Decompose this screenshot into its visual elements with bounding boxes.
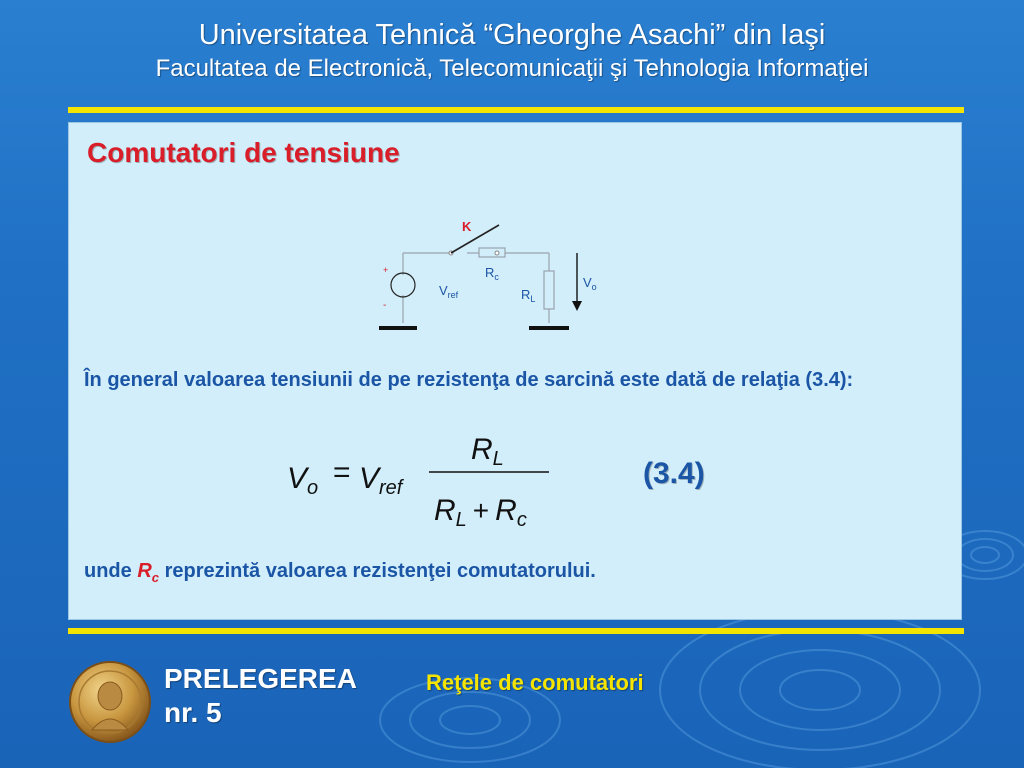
slide-title: Comutatori de tensiune <box>87 137 400 168</box>
explanation-paragraph: În general valoarea tensiunii de pe rezistenţa de sarcină este dată de relaţia (3.4): <box>84 369 854 391</box>
rl-resistor <box>544 271 554 309</box>
formula-vref: $V_{ref}$ <box>359 462 403 499</box>
bottom-divider <box>68 628 964 634</box>
note-suffix: reprezintă valoarea rezistenţei comutatorului. <box>159 560 596 582</box>
note-prefix: unde <box>84 560 138 582</box>
rl-label: $R_L$ <box>521 287 536 304</box>
top-divider <box>68 107 964 113</box>
switch-label: K <box>462 219 472 234</box>
lecture-label: PRELEGEREA <box>164 663 357 694</box>
vo-label: $V_o$ <box>583 275 597 292</box>
voltage-source <box>391 273 415 297</box>
formula-lhs: $V_o$ <box>287 462 319 499</box>
equation-number: (3.4) <box>643 457 705 490</box>
switch-contact-right <box>495 251 499 255</box>
formula-numerator: $R_L$ <box>471 433 504 470</box>
formula-equals: = <box>333 456 351 489</box>
switch-blade <box>451 225 499 253</box>
university-medal-logo <box>68 660 152 744</box>
lecture-index: nr. 5 <box>164 697 222 728</box>
slide-header <box>0 18 1024 83</box>
faculty-name: Facultatea de Electronică, Telecomunicaţii şi Tehnologia Informaţiei <box>155 55 869 82</box>
circuit-diagram <box>383 215 609 335</box>
note-rc-symbol: $R_c$ <box>137 560 160 585</box>
plus-sign: + <box>383 265 389 275</box>
rc-note <box>84 560 596 585</box>
vref-label: $V_{ref}$ <box>439 283 459 300</box>
formula-denominator: $R_L + R_c$ <box>434 494 527 531</box>
rc-resistor <box>479 248 505 257</box>
content-panel <box>68 122 962 620</box>
minus-sign: - <box>383 300 387 311</box>
lecture-subject: Reţele de comutatori <box>426 670 644 695</box>
lecture-number <box>164 662 357 730</box>
rc-label: $R_c$ <box>485 265 499 282</box>
university-name: Universitatea Tehnică “Gheorghe Asachi” din Iaşi <box>198 19 826 51</box>
formula-3-4 <box>279 423 579 533</box>
